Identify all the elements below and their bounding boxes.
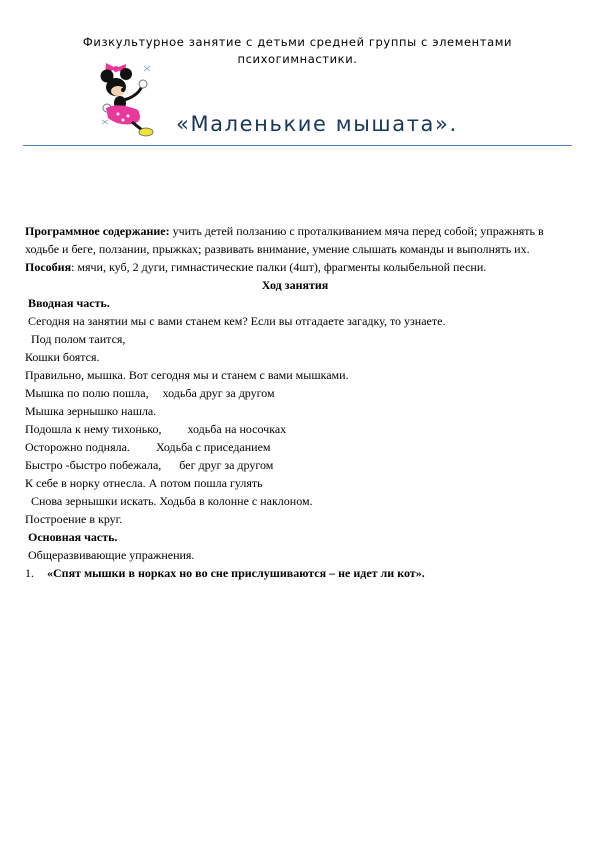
intro-heading: [25, 294, 565, 312]
riddle-answer: Правильно, мышка. Вот сегодня мы и станем с вами мышками.: [25, 368, 349, 382]
poem-line-1: [25, 384, 565, 402]
document-title: «Маленькие мышата».: [176, 112, 458, 136]
main-heading: [25, 528, 565, 546]
poem-line-4: [25, 438, 565, 456]
document-body: [25, 222, 565, 582]
poem-line-5: [25, 456, 565, 474]
poem-line-2: Мышка зернышко нашла.: [25, 404, 157, 418]
list-item: [25, 564, 565, 582]
riddle-line-2: Кошки боятся.: [25, 350, 100, 364]
riddle-intro: Сегодня на занятии мы с вами станем кем? Если вы отгадаете загадку, то узнаете.: [28, 314, 446, 328]
list-item-text: «Спят мышки в норках но во сне прислушиваются – не идет ли кот».: [47, 566, 425, 580]
program-text: учить детей ползанию с проталкиванием мяча перед собой; упражнять в ходьбе и беге, ползании, прыжках; развивать внимание, умение слышать команды и выполнять их.: [25, 224, 544, 256]
poem-line-3-action: ходьба на носочках: [187, 422, 287, 436]
poem-line-5-action: бег друг за другом: [179, 458, 274, 472]
program-label: Программное содержание:: [25, 224, 170, 238]
materials-label: Пособия: [25, 260, 72, 274]
main-label: Основная часть.: [28, 530, 118, 544]
subtitle-line-1: Физкультурное занятие с детьми средней группы с элементами: [82, 35, 513, 49]
poem-line-1-action: ходьба друг за другом: [162, 386, 275, 400]
materials: [25, 258, 565, 276]
poem-line-3-text: Подошла к нему тихонько,: [25, 422, 162, 436]
poem-line-1-text: Мышка по полю пошла,: [25, 386, 149, 400]
poem-line-5-text: Быстро -быстро побежала,: [25, 458, 162, 472]
circle-formation: Построение в круг.: [25, 512, 123, 526]
minnie-mouse-icon: [98, 62, 166, 140]
riddle-line-1: Под полом таится,: [31, 332, 126, 346]
poem-line-4-action: Ходьба с приседанием: [155, 440, 271, 454]
poem-line-4-text: Осторожно подняла.: [25, 440, 130, 454]
poem-line-6: К себе в норку отнесла. А потом пошла гулять: [25, 476, 263, 490]
general-exercises: Общеразвивающие упражнения.: [28, 548, 195, 562]
title-divider: [23, 145, 572, 146]
list-item-number: 1.: [25, 566, 34, 580]
poem-line-7: Снова зернышки искать. Ходьба в колонне с наклоном.: [31, 494, 313, 508]
subtitle-line-2: психогимнастики.: [237, 52, 358, 66]
program-content: [25, 222, 565, 258]
poem-line-3: [25, 420, 565, 438]
lesson-heading: Ход занятия: [261, 278, 329, 292]
intro-label: Вводная часть.: [28, 296, 110, 310]
materials-text: : мячи, куб, 2 дуги, гимнастические палки (4шт), фрагменты колыбельной песни.: [71, 260, 487, 274]
